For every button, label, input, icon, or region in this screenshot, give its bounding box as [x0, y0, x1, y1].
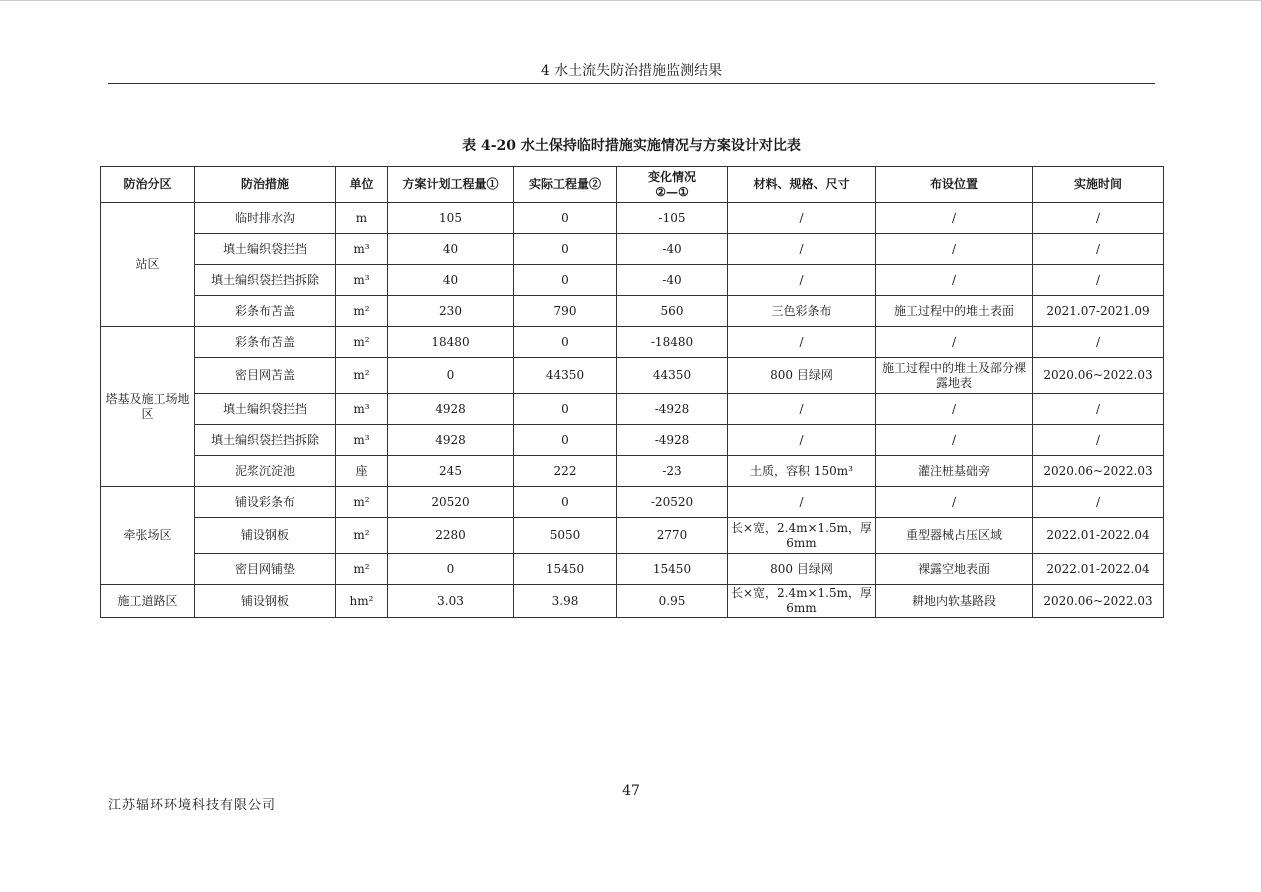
- planned-cell: 105: [388, 203, 514, 234]
- unit-cell: m²: [336, 487, 388, 518]
- location-cell: /: [876, 487, 1033, 518]
- time-cell: 2020.06~2022.03: [1033, 456, 1164, 487]
- time-cell: /: [1033, 487, 1164, 518]
- time-cell: /: [1033, 234, 1164, 265]
- change-cell: -23: [617, 456, 728, 487]
- unit-cell: m³: [336, 234, 388, 265]
- table-row: [101, 394, 1164, 425]
- change-cell: 15450: [617, 554, 728, 585]
- location-cell: 耕地内软基路段: [876, 585, 1033, 618]
- time-cell: 2020.06~2022.03: [1033, 585, 1164, 618]
- change-cell: -4928: [617, 425, 728, 456]
- planned-cell: 0: [388, 554, 514, 585]
- col-header-zone: 防治分区: [101, 167, 195, 203]
- planned-cell: 4928: [388, 394, 514, 425]
- material-cell: /: [728, 425, 876, 456]
- measure-cell: 铺设钢板: [195, 518, 336, 554]
- change-cell: -40: [617, 234, 728, 265]
- planned-cell: 2280: [388, 518, 514, 554]
- actual-cell: 44350: [514, 358, 617, 394]
- planned-cell: 4928: [388, 425, 514, 456]
- unit-cell: m: [336, 203, 388, 234]
- measure-cell: 密目网铺垫: [195, 554, 336, 585]
- planned-cell: 18480: [388, 327, 514, 358]
- location-cell: /: [876, 265, 1033, 296]
- actual-cell: 5050: [514, 518, 617, 554]
- time-cell: /: [1033, 265, 1164, 296]
- actual-cell: 790: [514, 296, 617, 327]
- table-header-row: [101, 167, 1164, 203]
- change-cell: -18480: [617, 327, 728, 358]
- material-cell: 长×宽，2.4m×1.5m，厚 6mm: [728, 585, 876, 618]
- planned-cell: 230: [388, 296, 514, 327]
- col-header-location: 布设位置: [876, 167, 1033, 203]
- material-cell: /: [728, 327, 876, 358]
- table-row: [101, 296, 1164, 327]
- location-cell: 灌注桩基础旁: [876, 456, 1033, 487]
- measure-cell: 临时排水沟: [195, 203, 336, 234]
- table-row: [101, 265, 1164, 296]
- table-row: [101, 487, 1164, 518]
- time-cell: 2021.07-2021.09: [1033, 296, 1164, 327]
- location-cell: 施工过程中的堆土及部分裸露地表: [876, 358, 1033, 394]
- table-row: [101, 518, 1164, 554]
- measure-cell: 填土编织袋拦挡拆除: [195, 265, 336, 296]
- zone-cell: 施工道路区: [101, 585, 195, 618]
- measure-cell: 铺设钢板: [195, 585, 336, 618]
- table-row: [101, 234, 1164, 265]
- table-row: [101, 327, 1164, 358]
- unit-cell: m²: [336, 358, 388, 394]
- measure-cell: 铺设彩条布: [195, 487, 336, 518]
- time-cell: 2020.06~2022.03: [1033, 358, 1164, 394]
- material-cell: /: [728, 487, 876, 518]
- measure-cell: 密目网苫盖: [195, 358, 336, 394]
- actual-cell: 0: [514, 487, 617, 518]
- measure-cell: 填土编织袋拦挡拆除: [195, 425, 336, 456]
- measure-cell: 填土编织袋拦挡: [195, 234, 336, 265]
- time-cell: /: [1033, 394, 1164, 425]
- running-header: 4 水土流失防治措施监测结果: [540, 63, 723, 79]
- col-header-measure: 防治措施: [195, 167, 336, 203]
- zone-cell: 塔基及施工场地区: [101, 327, 195, 487]
- col-header-time: 实施时间: [1033, 167, 1164, 203]
- location-cell: /: [876, 203, 1033, 234]
- planned-cell: 40: [388, 265, 514, 296]
- unit-cell: m²: [336, 554, 388, 585]
- table-row: [101, 425, 1164, 456]
- unit-cell: m²: [336, 518, 388, 554]
- table-row: [101, 554, 1164, 585]
- actual-cell: 0: [514, 203, 617, 234]
- unit-cell: m³: [336, 394, 388, 425]
- change-cell: -20520: [617, 487, 728, 518]
- page-number: 47: [622, 783, 640, 799]
- change-cell: 560: [617, 296, 728, 327]
- material-cell: 800 目绿网: [728, 358, 876, 394]
- unit-cell: m³: [336, 425, 388, 456]
- actual-cell: 0: [514, 265, 617, 296]
- location-cell: /: [876, 394, 1033, 425]
- planned-cell: 3.03: [388, 585, 514, 618]
- unit-cell: m²: [336, 296, 388, 327]
- location-cell: /: [876, 234, 1033, 265]
- material-cell: /: [728, 203, 876, 234]
- time-cell: /: [1033, 203, 1164, 234]
- material-cell: /: [728, 394, 876, 425]
- material-cell: 800 目绿网: [728, 554, 876, 585]
- table-row: [101, 585, 1164, 618]
- change-cell: 0.95: [617, 585, 728, 618]
- time-cell: /: [1033, 425, 1164, 456]
- planned-cell: 40: [388, 234, 514, 265]
- time-cell: 2022.01-2022.04: [1033, 554, 1164, 585]
- planned-cell: 0: [388, 358, 514, 394]
- table-row: [101, 358, 1164, 394]
- col-header-actual: 实际工程量②: [514, 167, 617, 203]
- table-row: [101, 203, 1164, 234]
- material-cell: 长×宽，2.4m×1.5m，厚 6mm: [728, 518, 876, 554]
- change-cell: 44350: [617, 358, 728, 394]
- table-caption: 表 4-20 水土保持临时措施实施情况与方案设计对比表: [462, 138, 801, 154]
- location-cell: /: [876, 327, 1033, 358]
- zone-cell: 站区: [101, 203, 195, 327]
- actual-cell: 0: [514, 327, 617, 358]
- col-header-change: [617, 167, 728, 203]
- header-rule: [108, 83, 1155, 84]
- measure-cell: 彩条布苫盖: [195, 327, 336, 358]
- location-cell: 裸露空地表面: [876, 554, 1033, 585]
- material-cell: /: [728, 265, 876, 296]
- unit-cell: m²: [336, 327, 388, 358]
- change-cell: -4928: [617, 394, 728, 425]
- actual-cell: 0: [514, 234, 617, 265]
- planned-cell: 20520: [388, 487, 514, 518]
- actual-cell: 222: [514, 456, 617, 487]
- location-cell: 施工过程中的堆土表面: [876, 296, 1033, 327]
- page-top-border: [0, 0, 1262, 1]
- location-cell: /: [876, 425, 1033, 456]
- material-cell: 土质，容积 150m³: [728, 456, 876, 487]
- material-cell: 三色彩条布: [728, 296, 876, 327]
- col-header-change-sub: ②—①: [655, 184, 689, 199]
- actual-cell: 0: [514, 394, 617, 425]
- actual-cell: 3.98: [514, 585, 617, 618]
- table-row: [101, 456, 1164, 487]
- time-cell: 2022.01-2022.04: [1033, 518, 1164, 554]
- time-cell: /: [1033, 327, 1164, 358]
- material-cell: /: [728, 234, 876, 265]
- col-header-planned: 方案计划工程量①: [388, 167, 514, 203]
- zone-cell: 牵张场区: [101, 487, 195, 585]
- location-cell: 重型器械占压区域: [876, 518, 1033, 554]
- company-name: 江苏辐环环境科技有限公司: [108, 798, 277, 813]
- change-cell: -105: [617, 203, 728, 234]
- comparison-table: [100, 166, 1164, 618]
- col-header-change-label: 变化情况: [647, 169, 696, 184]
- measure-cell: 彩条布苫盖: [195, 296, 336, 327]
- measure-cell: 填土编织袋拦挡: [195, 394, 336, 425]
- change-cell: 2770: [617, 518, 728, 554]
- unit-cell: 座: [336, 456, 388, 487]
- actual-cell: 0: [514, 425, 617, 456]
- unit-cell: m³: [336, 265, 388, 296]
- measure-cell: 泥浆沉淀池: [195, 456, 336, 487]
- actual-cell: 15450: [514, 554, 617, 585]
- unit-cell: hm²: [336, 585, 388, 618]
- col-header-unit: 单位: [336, 167, 388, 203]
- planned-cell: 245: [388, 456, 514, 487]
- col-header-material: 材料、规格、尺寸: [728, 167, 876, 203]
- change-cell: -40: [617, 265, 728, 296]
